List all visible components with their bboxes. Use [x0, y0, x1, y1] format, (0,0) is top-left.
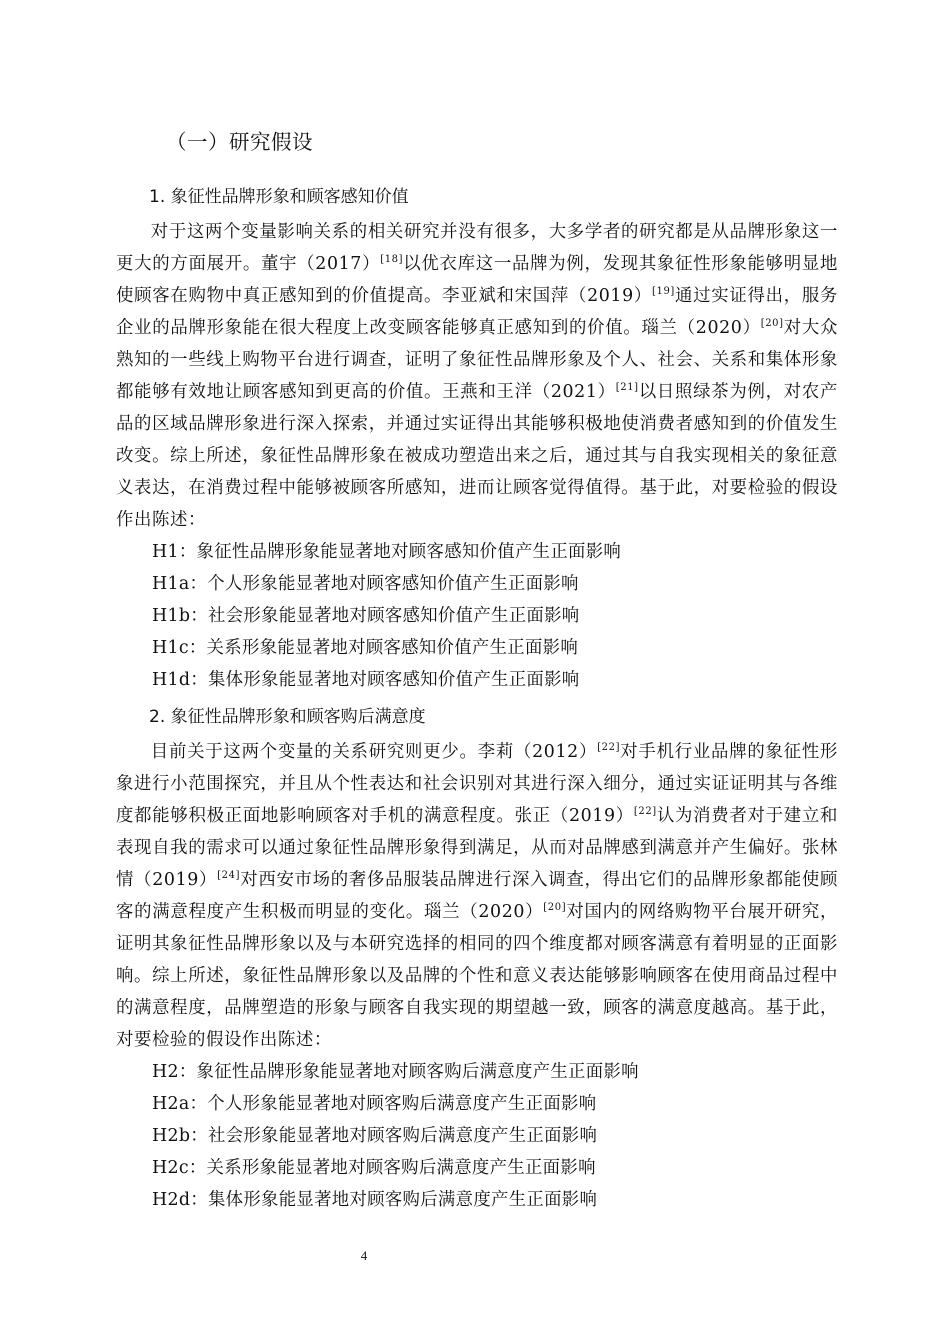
- hypothesis-h1: H1：象征性品牌形象能显著地对顾客感知价值产生正面影响: [152, 542, 622, 562]
- section-title: （一）研究假设: [166, 130, 313, 154]
- text-run: 对西安市场的奢侈品服装品牌进行深入调查，得出它们的品牌形象都能使顾客的满意程度产生积极而明显的变化。瑙兰（2020）: [116, 870, 838, 922]
- subsection-2-paragraph: [116, 736, 838, 1056]
- hypothesis-h1c: H1c：关系形象能显著地对顾客感知价值产生正面影响: [152, 638, 579, 658]
- text-run: 对于这两个变量影响关系的相关研究并没有很多，大多学者的研究都是从品牌形象这一更大的方面展开。董宇（2017）: [116, 222, 838, 274]
- hypothesis-h2c: H2c：关系形象能显著地对顾客购后满意度产生正面影响: [152, 1158, 596, 1178]
- hypothesis-h2a: H2a：个人形象能显著地对顾客购后满意度产生正面影响: [152, 1094, 597, 1114]
- subsection-1-paragraph: [116, 216, 838, 536]
- subsection-2-heading: 2. 象征性品牌形象和顾客购后满意度: [149, 707, 426, 727]
- citation: [22]: [633, 806, 657, 817]
- citation: [20]: [543, 902, 567, 913]
- hypothesis-h1b: H1b：社会形象能显著地对顾客感知价值产生正面影响: [152, 606, 580, 626]
- citation: [20]: [760, 318, 784, 329]
- text-run: 通过实证得出，服务企业的品牌形象能在很大程度上改变顾客能够真正感知到的价值。瑙兰（2020）: [116, 286, 838, 338]
- page-number: 4: [360, 1248, 368, 1263]
- text-run: 认为消费者对于建立和表现自我的需求可以通过象征性品牌形象得到满足，从而对品牌感到满意并产生偏好。张林情（2019）: [116, 806, 838, 890]
- text-run: 对国内的网络购物平台展开研究，证明其象征性品牌形象以及与本研究选择的相同的四个维度都对顾客满意有着明显的正面影响。综上所述，象征性品牌形象以及品牌的个性和意义表达能够影响顾客在使用商品过程中的满意程度，品牌塑造的形象与顾客自我实现的期望越一致，顾客的满意度越高。基于此，对要检验的假设作出陈述：: [116, 902, 838, 1050]
- hypothesis-h1d: H1d：集体形象能显著地对顾客感知价值产生正面影响: [152, 670, 580, 690]
- text-run: 目前关于这两个变量的关系研究则更少。李莉（2012）: [150, 742, 598, 762]
- citation: [22]: [597, 742, 621, 753]
- citation: [18]: [380, 254, 404, 265]
- text-run: 对大众熟知的一些线上购物平台进行调查，证明了象征性品牌形象及个人、社会、关系和集体形象都能够有效地让顾客感知到更高的价值。王燕和王洋（2021）: [116, 318, 838, 402]
- citation: [19]: [651, 286, 675, 297]
- citation: [24]: [217, 870, 241, 881]
- subsection-1-heading: 1. 象征性品牌形象和顾客感知价值: [149, 187, 409, 207]
- hypothesis-h2: H2：象征性品牌形象能显著地对顾客购后满意度产生正面影响: [152, 1062, 639, 1082]
- text-run: 对手机行业品牌的象征性形象进行小范围探究，并且从个性表达和社会识别对其进行深入细分，通过实证证明其与各维度都能够积极正面地影响顾客对手机的满意程度。张正（2019）: [116, 742, 838, 826]
- hypothesis-h2d: H2d：集体形象能显著地对顾客购后满意度产生正面影响: [152, 1190, 598, 1210]
- document-page: [116, 120, 838, 1216]
- text-run: 以优衣库这一品牌为例，发现其象征性形象能够明显地使顾客在购物中真正感知到的价值提高。李亚斌和宋国萍（2019）: [116, 254, 839, 306]
- citation: [21]: [615, 382, 639, 393]
- text-run: 以日照绿茶为例，对农产品的区域品牌形象进行深入探索，并通过实证得出其能够积极地使消费者感知到的价值发生改变。综上所述，象征性品牌形象在被成功塑造出来之后，通过其与自我实现相关的象征意义表达，在消费过程中能够被顾客所感知，进而让顾客觉得值得。基于此，对要检验的假设作出陈述：: [116, 382, 838, 530]
- hypothesis-h1a: H1a：个人形象能显著地对顾客感知价值产生正面影响: [152, 574, 579, 594]
- hypothesis-h2b: H2b：社会形象能显著地对顾客购后满意度产生正面影响: [152, 1126, 598, 1146]
